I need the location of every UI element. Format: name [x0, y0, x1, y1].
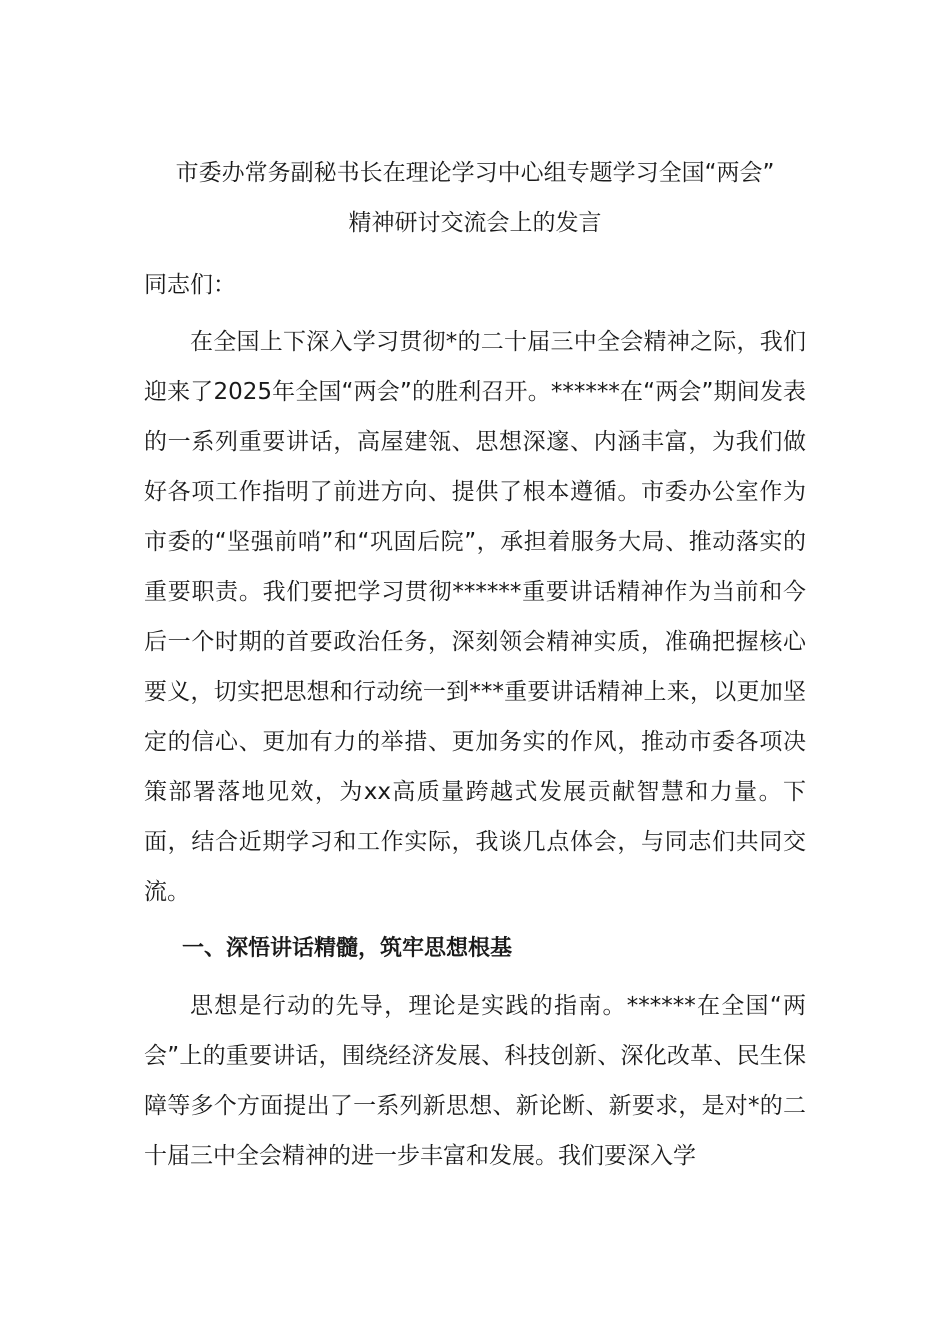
- title-line-1: 市委办常务副秘书长在理论学习中心组专题学习全国“两会”: [175, 160, 775, 186]
- document-title: [144, 148, 806, 248]
- document-body: [144, 148, 806, 1181]
- paragraph-intro: 在全国上下深入学习贯彻*的二十届三中全会精神之际，我们迎来了2025年全国“两会”的胜利召开。******在“两会”期间发表的一系列重要讲话，高屋建瓴、思想深邃、内涵丰富，为我们做好各项工作指明了前进方向、提供了根本遵循。市委办公室作为市委的“坚强前哨”和“巩固后院”，承担着服务大局、推动落实的重要职责。我们要把学习贯彻******重要讲话精神作为当前和今后一个时期的首要政治任务，深刻领会精神实质，准确把握核心要义，切实把思想和行动统一到***重要讲话精神上来，以更加坚定的信心、更加有力的举措、更加务实的作风，推动市委各项决策部署落地见效，为xx高质量跨越式发展贡献智慧和力量。下面，结合近期学习和工作实际，我谈几点体会，与同志们共同交流。: [144, 329, 806, 905]
- salutation: 同志们：: [144, 272, 236, 298]
- paragraph-section-1: 思想是行动的先导，理论是实践的指南。******在全国“两会”上的重要讲话，围绕经济发展、科技创新、深化改革、民生保障等多个方面提出了一系列新思想、新论断、新要求，是对*的二十届三中全会精神的进一步丰富和发展。我们要深入学: [144, 993, 806, 1169]
- title-line-2: 精神研讨交流会上的发言: [348, 210, 602, 236]
- section-heading-1: 一、深悟讲话精髓，筑牢思想根基: [182, 936, 513, 961]
